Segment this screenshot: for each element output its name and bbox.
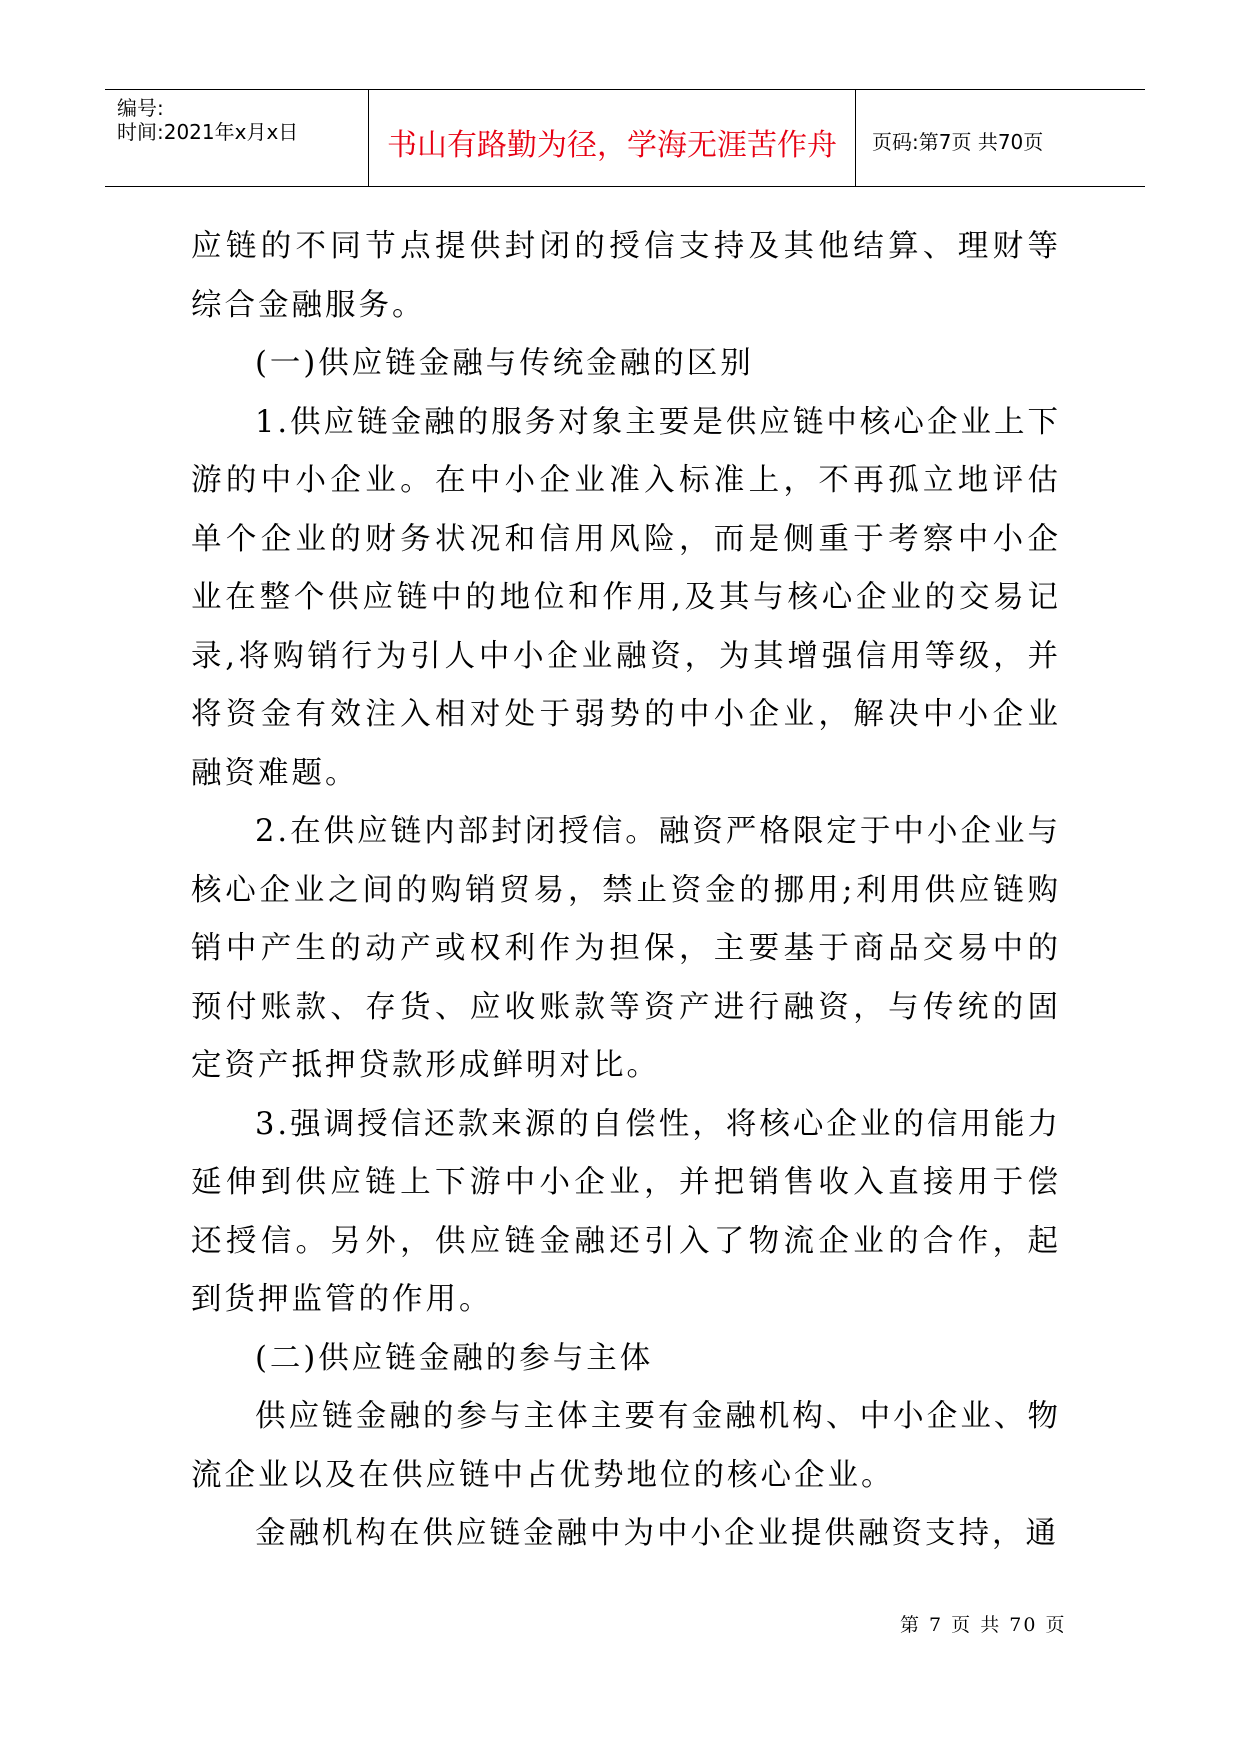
paragraph: 金融机构在供应链金融中为中小企业提供融资支持，通	[255, 1516, 1059, 1551]
section-heading: (二)供应链金融的参与主体	[255, 1340, 654, 1376]
header-motto-cell	[369, 90, 856, 186]
paragraph: 3.强调授信还款来源的自偿性，将核心企业的信用能力延伸到供应链上下游中小企业，并把销售收入直接用于偿还授信。另外，供应链金融还引入了物流企业的合作，起到货押监管的作用。	[191, 1106, 1061, 1317]
header-page-cell	[856, 90, 1145, 186]
paragraph: 应链的不同节点提供封闭的授信支持及其他结算、理财等综合金融服务。	[191, 229, 1061, 323]
time-label: 时间:2021年x月x日	[117, 120, 299, 144]
page-header	[105, 89, 1145, 187]
page-footer-number: 第 7 页 共 70 页	[900, 1614, 1067, 1636]
header-motto: 书山有路勤为径，学海无涯苦作舟	[387, 128, 837, 163]
header-page-info: 页码:第7页 共70页	[872, 130, 1044, 154]
serial-label: 编号:	[117, 96, 164, 120]
body-text	[191, 218, 1061, 1564]
section-heading: (一)供应链金融与传统金融的区别	[255, 346, 754, 381]
header-meta-cell	[105, 90, 369, 186]
paragraph: 2.在供应链内部封闭授信。融资严格限定于中小企业与核心企业之间的购销贸易，禁止资金的挪用;利用供应链购销中产生的动产或权利作为担保，主要基于商品交易中的预付账款、存货、应收账款等资产进行融资，与传统的固定资产抵押贷款形成鲜明对比。	[191, 814, 1061, 1083]
paragraph: 1.供应链金融的服务对象主要是供应链中核心企业上下游的中小企业。在中小企业准入标准上，不再孤立地评估单个企业的财务状况和信用风险，而是侧重于考察中小企业在整个供应链中的地位和作用,及其与核心企业的交易记录,将购销行为引人中小企业融资，为其增强信用等级，并将资金有效注入相对处于弱势的中小企业，解决中小企业融资难题。	[191, 404, 1061, 791]
paragraph: 供应链金融的参与主体主要有金融机构、中小企业、物流企业以及在供应链中占优势地位的核心企业。	[191, 1399, 1061, 1493]
